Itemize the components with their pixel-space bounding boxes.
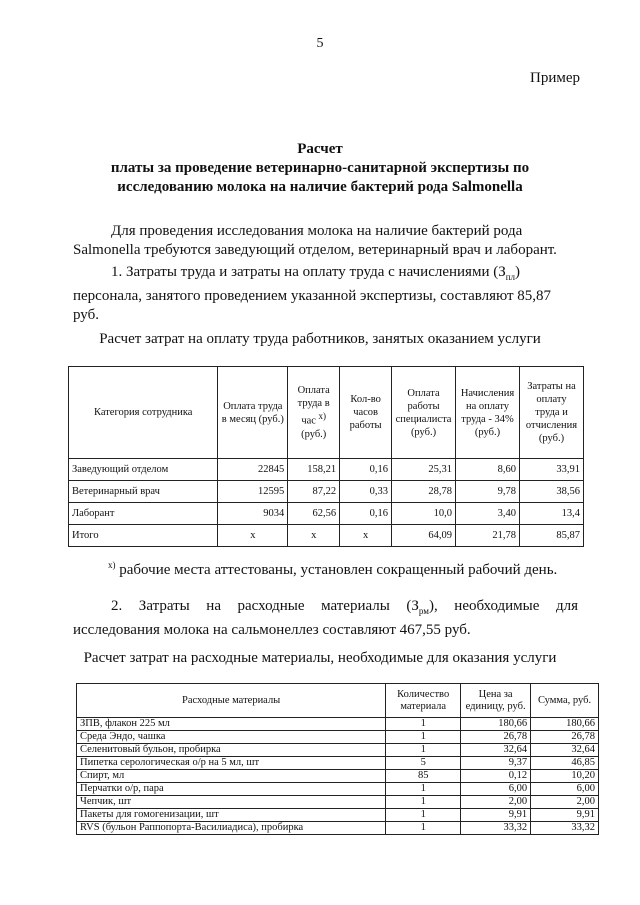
header-category: Категория сотрудника [69, 367, 218, 459]
header-hourly: Оплата труда в час $^{х)}$ (руб.) [288, 367, 340, 459]
cell-accruals: 9,78 [456, 481, 520, 503]
cell-material: Пакеты для гомогенизации, шт [77, 809, 386, 822]
cell-hourly: 87,22 [288, 481, 340, 503]
header-accruals: Начисления на оплату труда - 34% (руб.) [456, 367, 520, 459]
cell-sum: 10,20 [531, 770, 599, 783]
footnote-mark: х) [108, 560, 116, 570]
cell-monthly: 9034 [218, 503, 288, 525]
cell-sum: 33,32 [531, 822, 599, 835]
intro-line-1: Для проведения исследования молока на наличие бактерий рода [111, 223, 523, 239]
table-row [77, 822, 599, 835]
header-price: Цена за единицу, руб. [461, 684, 531, 718]
footnote [108, 560, 557, 579]
cell-material: ЗПВ, флакон 225 мл [77, 718, 386, 731]
cell-price: 9,37 [461, 757, 531, 770]
table-row [77, 770, 599, 783]
cell-sum: 6,00 [531, 783, 599, 796]
cell-material: Спирт, мл [77, 770, 386, 783]
title-line-2: платы за проведение ветеринарно-санитарной экспертизы по [110, 160, 530, 176]
cell-accruals: 3,40 [456, 503, 520, 525]
table-row [77, 718, 599, 731]
cell-qty: 85 [386, 770, 461, 783]
cell-qty: 1 [386, 744, 461, 757]
cell-total: 13,4 [520, 503, 584, 525]
cell-hours: 0,33 [340, 481, 392, 503]
cell-qty: 1 [386, 718, 461, 731]
header-qty: Количество материала [386, 684, 461, 718]
cell-total: 85,87 [520, 525, 584, 547]
materials-table-header [77, 684, 599, 718]
cell-sum: 9,91 [531, 809, 599, 822]
cell-price: 6,00 [461, 783, 531, 796]
table-row [77, 796, 599, 809]
labor-cost-line-1b: ) [515, 264, 521, 280]
labor-cost-line-2: персонала, занятого проведением указанной экспертизы, составляют 85,87 [73, 288, 552, 304]
cell-material: Перчатки о/р, пара [77, 783, 386, 796]
cell-monthly: 22845 [218, 459, 288, 481]
header-specialist: Оплата работы специалиста (руб.) [392, 367, 456, 459]
cell-price: 33,32 [461, 822, 531, 835]
cell-price: 32,64 [461, 744, 531, 757]
table-row [69, 503, 584, 525]
cell-specialist: 25,31 [392, 459, 456, 481]
footnote-text: рабочие места аттестованы, установлен сокращенный рабочий день. [115, 562, 558, 578]
cell-material: RVS (бульон Раппопорта-Василиадиса), пробирка [77, 822, 386, 835]
labor-cost-subscript: пл [505, 272, 516, 282]
cell-specialist: 28,78 [392, 481, 456, 503]
cell-sum: 32,64 [531, 744, 599, 757]
intro-paragraph-2 [73, 263, 578, 325]
cell-sum: 2,00 [531, 796, 599, 809]
cell-accruals: 21,78 [456, 525, 520, 547]
table-row [77, 809, 599, 822]
cell-sum: 180,66 [531, 718, 599, 731]
table-row [77, 783, 599, 796]
cell-price: 26,78 [461, 731, 531, 744]
table-row [77, 757, 599, 770]
labor-table-header [69, 367, 584, 459]
header-material: Расходные материалы [77, 684, 386, 718]
labor-table-caption: Расчет затрат на оплату труда работников, занятых оказанием услуги [99, 331, 541, 347]
cell-hourly: 62,56 [288, 503, 340, 525]
cell-price: 180,66 [461, 718, 531, 731]
table-row-total [69, 525, 584, 547]
cell-hours: 0,16 [340, 503, 392, 525]
cell-qty: 5 [386, 757, 461, 770]
cell-price: 9,91 [461, 809, 531, 822]
header-hours: Кол-во часов работы [340, 367, 392, 459]
document-title [60, 140, 580, 197]
cell-sum: 46,85 [531, 757, 599, 770]
materials-paragraph [73, 597, 578, 640]
table-row [77, 731, 599, 744]
labor-cost-line-3: руб. [73, 307, 99, 323]
table-row [69, 459, 584, 481]
cell-material: Селенитовый бульон, пробирка [77, 744, 386, 757]
cell-specialist: 10,0 [392, 503, 456, 525]
cell-qty: 1 [386, 796, 461, 809]
intro-line-2: Salmonella требуются заведующий отделом, ветеринарный врач и лаборант. [73, 242, 557, 258]
cell-accruals: 8,60 [456, 459, 520, 481]
cell-qty: 1 [386, 822, 461, 835]
materials-line-1a: 2. Затраты на расходные материалы (З [111, 598, 419, 614]
page-number: 5 [316, 36, 324, 51]
materials-cost-table [76, 683, 599, 835]
cell-price: 0,12 [461, 770, 531, 783]
intro-paragraph-1 [73, 222, 578, 260]
labor-cost-line-1a: 1. Затраты труда и затраты на оплату труда с начислениями (З [111, 264, 506, 280]
header-total: Затраты на оплату труда и отчисления (руб.) [520, 367, 584, 459]
cell-total: 33,91 [520, 459, 584, 481]
cell-material: Пипетка серологическая о/р на 5 мл, шт [77, 757, 386, 770]
table-row [77, 744, 599, 757]
cell-category: Лаборант [69, 503, 218, 525]
cell-material: Среда Эндо, чашка [77, 731, 386, 744]
header-monthly: Оплата труда в месяц (руб.) [218, 367, 288, 459]
cell-category: Ветеринарный врач [69, 481, 218, 503]
title-line-3: исследованию молока на наличие бактерий рода Salmonella [117, 179, 523, 195]
cell-qty: 1 [386, 809, 461, 822]
cell-material: Чепчик, шт [77, 796, 386, 809]
cell-price: 2,00 [461, 796, 531, 809]
materials-line-2: исследования молока на сальмонеллез составляют 467,55 руб. [73, 622, 471, 638]
cell-sum: 26,78 [531, 731, 599, 744]
cell-category: Итого [69, 525, 218, 547]
header-sum: Сумма, руб. [531, 684, 599, 718]
cell-hours: х [340, 525, 392, 547]
cell-hourly: х [288, 525, 340, 547]
cell-total: 38,56 [520, 481, 584, 503]
example-label: Пример [529, 70, 580, 86]
labor-cost-table [68, 366, 584, 547]
cell-monthly: 12595 [218, 481, 288, 503]
cell-hourly: 158,21 [288, 459, 340, 481]
cell-monthly: х [218, 525, 288, 547]
table-row [69, 481, 584, 503]
materials-subscript: рм [418, 606, 429, 616]
title-line-1: Расчет [297, 141, 343, 157]
materials-line-1b: ), необходимые для [428, 598, 578, 614]
cell-specialist: 64,09 [392, 525, 456, 547]
materials-table-caption: Расчет затрат на расходные материалы, необходимые для оказания услуги [83, 650, 557, 666]
cell-hours: 0,16 [340, 459, 392, 481]
cell-qty: 1 [386, 783, 461, 796]
cell-category: Заведующий отделом [69, 459, 218, 481]
cell-qty: 1 [386, 731, 461, 744]
